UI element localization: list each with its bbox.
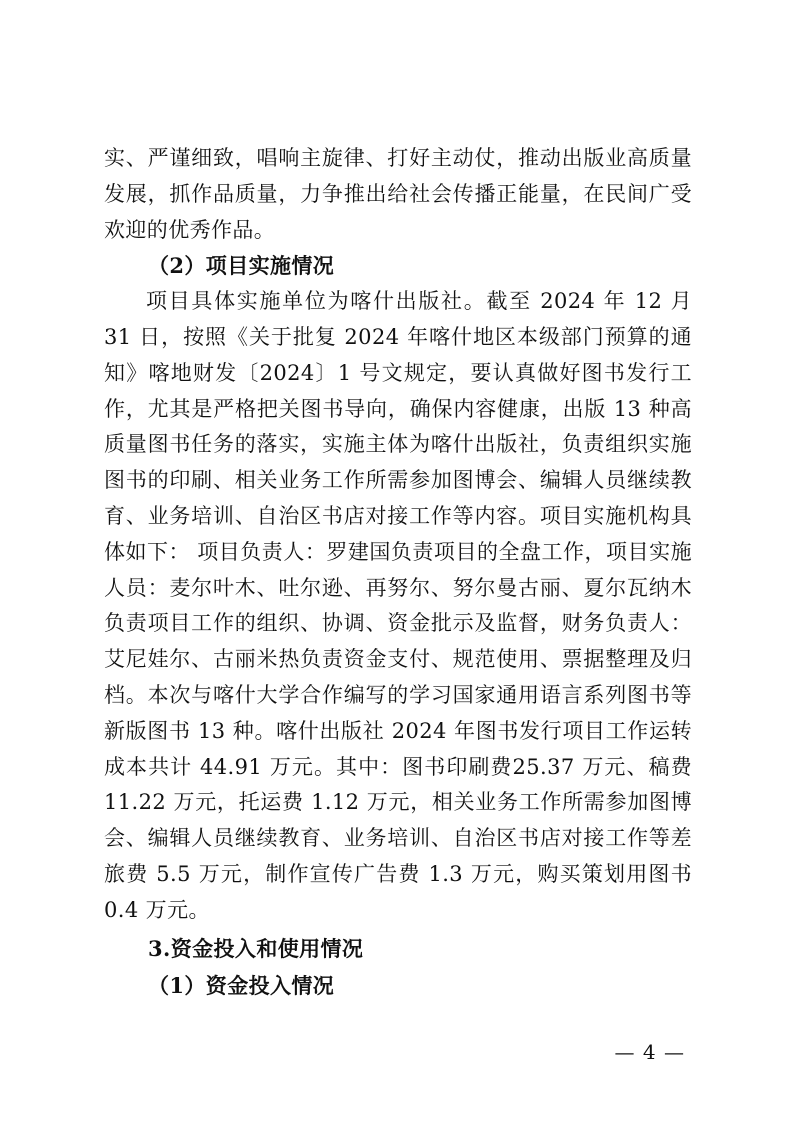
heading-funding-usage: 3.资金投入和使用情况: [148, 935, 364, 961]
paragraph-1: 实、严谨细致，唱响主旋律、打好主动仗，推动出版业高质量发展，抓作品质量，力争推出给社会传播正能量，在民间广受欢迎的优秀作品。: [104, 146, 692, 242]
paragraph-2: 项目具体实施单位为喀什出版社。截至 2024 年 12 月 31 日，按照《关于批复 2024 年喀什地区本级部门预算的通知》喀地财发〔2024〕1 号文规定，要认真做好图书发行工作，尤其是严格把关图书导向，确保内容健康，出版 13 种高质量图书任务的落实，实施主体为喀什出版社，负责组织实施图书的印刷、相关业务工作所需参加图博会、编辑人员继续教育、业务培训、自治区书店对接工作等内容。项目实施机构具体如下： 项目负责人：罗建国负责项目的全盘工作，项目实施人员：麦尔叶木、吐尔逊、再努尔、努尔曼古丽、夏尔瓦纳木负责项目工作的组织、协调、资金批示及监督，财务负责人：艾尼娃尔、古丽米热负责资金支付、规范使用、票据整理及归档。本次与喀什大学合作编写的学习国家通用语言系列图书等新版图书 13 种。喀什出版社 2024 年图书发行项目工作运转成本共计 44.91 万元。其中：图书印刷费25.37 万元、稿费 11.22 万元，托运费 1.12 万元，相关业务工作所需参加图博会、编辑人员继续教育、业务培训、自治区书店对接工作等差旅费 5.5 万元，制作宣传广告费 1.3 万元，购买策划用图书 0.4 万元。: [104, 289, 692, 922]
page-number: — 4 —: [614, 1040, 685, 1064]
heading-funding-input: （1）资金投入情况: [148, 973, 335, 999]
heading-project-implementation: （2）项目实施情况: [148, 253, 335, 279]
document-body: [104, 141, 692, 1004]
